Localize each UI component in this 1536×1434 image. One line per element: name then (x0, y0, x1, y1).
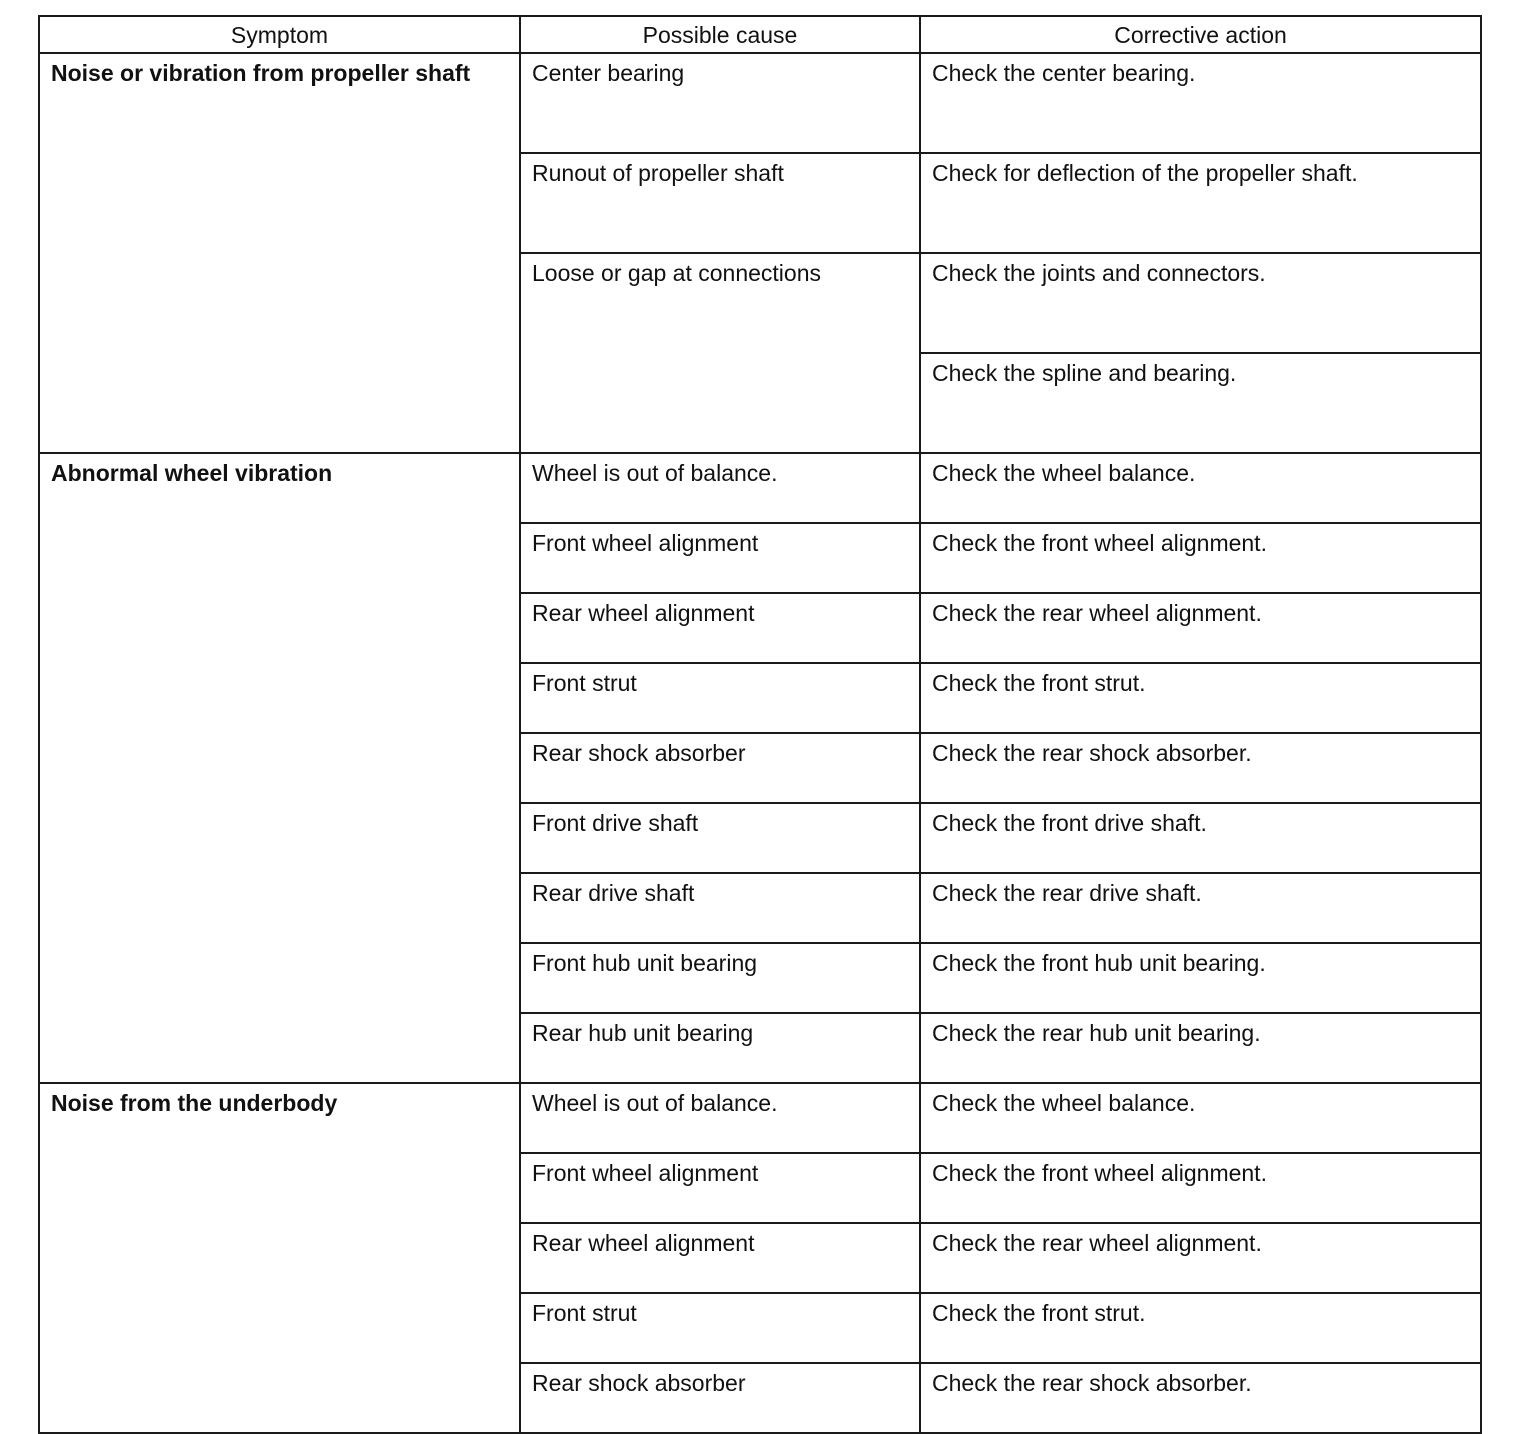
action-cell: Check the center bearing. (920, 53, 1481, 153)
symptom-cell: Noise or vibration from propeller shaft (39, 53, 520, 453)
action-cell: Check the rear wheel alignment. (920, 1223, 1481, 1293)
table-body (39, 53, 1481, 1433)
table-row (39, 53, 1481, 153)
action-cell: Check the front strut. (920, 1293, 1481, 1363)
table-row (39, 1083, 1481, 1153)
table-row (39, 453, 1481, 523)
cause-cell: Front drive shaft (520, 803, 920, 873)
header-row (39, 16, 1481, 53)
symptom-cell: Noise from the underbody (39, 1083, 520, 1433)
action-cell: Check the rear shock absorber. (920, 733, 1481, 803)
action-cell: Check the front strut. (920, 663, 1481, 733)
troubleshooting-table (38, 15, 1482, 1434)
cause-cell: Rear hub unit bearing (520, 1013, 920, 1083)
action-cell: Check the front wheel alignment. (920, 1153, 1481, 1223)
cause-cell: Wheel is out of balance. (520, 453, 920, 523)
cause-cell: Front wheel alignment (520, 1153, 920, 1223)
action-cell: Check the rear shock absorber. (920, 1363, 1481, 1433)
cause-cell: Rear wheel alignment (520, 1223, 920, 1293)
header-symptom: Symptom (39, 16, 520, 53)
header-corrective-action: Corrective action (920, 16, 1481, 53)
action-cell: Check the front wheel alignment. (920, 523, 1481, 593)
cause-cell: Front strut (520, 1293, 920, 1363)
symptom-cell: Abnormal wheel vibration (39, 453, 520, 1083)
cause-cell: Rear shock absorber (520, 733, 920, 803)
cause-cell: Rear shock absorber (520, 1363, 920, 1433)
cause-cell: Front hub unit bearing (520, 943, 920, 1013)
action-cell: Check the rear drive shaft. (920, 873, 1481, 943)
action-cell: Check the joints and connectors. (920, 253, 1481, 353)
cause-cell: Rear drive shaft (520, 873, 920, 943)
action-cell: Check the wheel balance. (920, 453, 1481, 523)
table-header (39, 16, 1481, 53)
action-cell: Check the wheel balance. (920, 1083, 1481, 1153)
action-cell: Check the rear wheel alignment. (920, 593, 1481, 663)
cause-cell: Wheel is out of balance. (520, 1083, 920, 1153)
cause-cell: Front strut (520, 663, 920, 733)
action-cell: Check the rear hub unit bearing. (920, 1013, 1481, 1083)
cause-cell: Rear wheel alignment (520, 593, 920, 663)
cause-cell: Runout of propeller shaft (520, 153, 920, 253)
header-possible-cause: Possible cause (520, 16, 920, 53)
cause-cell: Center bearing (520, 53, 920, 153)
action-cell: Check the spline and bearing. (920, 353, 1481, 453)
cause-cell: Front wheel alignment (520, 523, 920, 593)
action-cell: Check the front drive shaft. (920, 803, 1481, 873)
action-cell: Check for deflection of the propeller shaft. (920, 153, 1481, 253)
cause-cell: Loose or gap at connections (520, 253, 920, 453)
action-cell: Check the front hub unit bearing. (920, 943, 1481, 1013)
